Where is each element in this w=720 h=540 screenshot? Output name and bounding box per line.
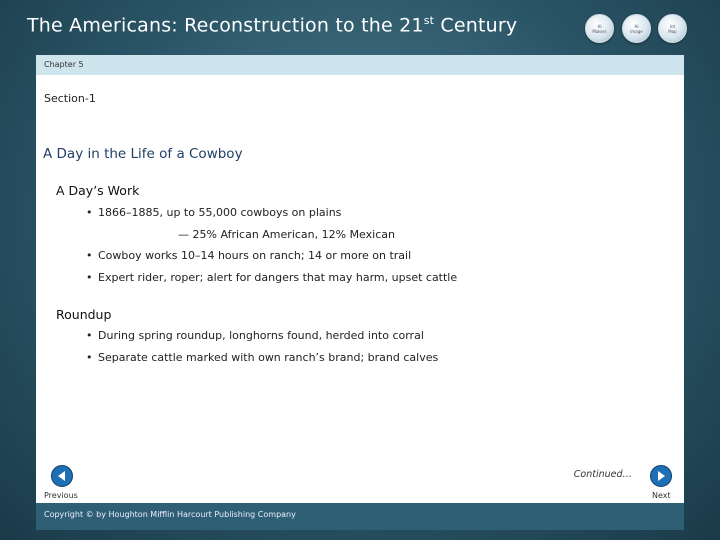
main-heading: A Day in the Life of a Cowboy bbox=[43, 146, 243, 162]
image-icon-line1: Hi bbox=[634, 23, 639, 29]
image-icon-line2: Image bbox=[630, 28, 643, 34]
history-makers-icon[interactable] bbox=[585, 14, 614, 43]
previous-button[interactable] bbox=[51, 465, 73, 487]
previous-label: Previous bbox=[44, 491, 78, 500]
bullet-text: 1866–1885, up to 55,000 cowboys on plains bbox=[98, 206, 342, 219]
title-end: Century bbox=[434, 14, 518, 37]
chapter-label: Chapter 5 bbox=[44, 60, 84, 69]
bullet-text: Expert rider, roper; alert for dangers that may harm, upset cattle bbox=[98, 271, 458, 284]
bullet-dot: • bbox=[86, 351, 93, 364]
bullet-dot: • bbox=[86, 271, 93, 284]
title-sup: st bbox=[423, 14, 435, 27]
bullet-dot: • bbox=[86, 249, 93, 262]
history-makers-icon-line1: Hi bbox=[597, 23, 602, 29]
bullet-text: Cowboy works 10–14 hours on ranch; 14 or more on trail bbox=[98, 249, 412, 262]
bullet-item bbox=[86, 271, 457, 284]
map-icon-line1: Int bbox=[669, 23, 676, 29]
continued-label: Continued… bbox=[573, 469, 632, 480]
subsection-title: A Day’s Work bbox=[56, 183, 140, 198]
copyright-text: Copyright © by Houghton Mifflin Harcourt Publishing Company bbox=[44, 510, 296, 519]
next-label: Next bbox=[652, 491, 671, 500]
title-main: The Americans: Reconstruction to the 21 bbox=[27, 14, 424, 37]
bullet-text: Separate cattle marked with own ranch’s brand; brand calves bbox=[98, 351, 439, 364]
bullet-subline: — 25% African American, 12% Mexican bbox=[178, 228, 395, 241]
arrow-right-icon bbox=[655, 470, 667, 482]
bullet-item bbox=[86, 329, 424, 342]
bullet-item bbox=[86, 249, 411, 262]
bullet-item bbox=[86, 206, 341, 219]
subsection-title: Roundup bbox=[56, 307, 112, 322]
arrow-left-icon bbox=[56, 470, 68, 482]
image-icon[interactable] bbox=[622, 14, 651, 43]
map-icon[interactable] bbox=[658, 14, 687, 43]
bullet-item bbox=[86, 351, 438, 364]
header-icon-group bbox=[585, 14, 687, 42]
next-button[interactable] bbox=[650, 465, 672, 487]
footer-bar bbox=[36, 503, 684, 530]
map-icon-line2: Map bbox=[668, 28, 677, 34]
section-label: Section-1 bbox=[44, 92, 96, 105]
history-makers-icon-line2: Makers bbox=[592, 28, 607, 34]
bullet-dot: • bbox=[86, 206, 93, 219]
bullet-dot: • bbox=[86, 329, 93, 342]
chapter-bar bbox=[36, 55, 684, 75]
slide-title bbox=[27, 14, 517, 36]
content-panel bbox=[36, 75, 684, 503]
bullet-text: During spring roundup, longhorns found, herded into corral bbox=[98, 329, 424, 342]
